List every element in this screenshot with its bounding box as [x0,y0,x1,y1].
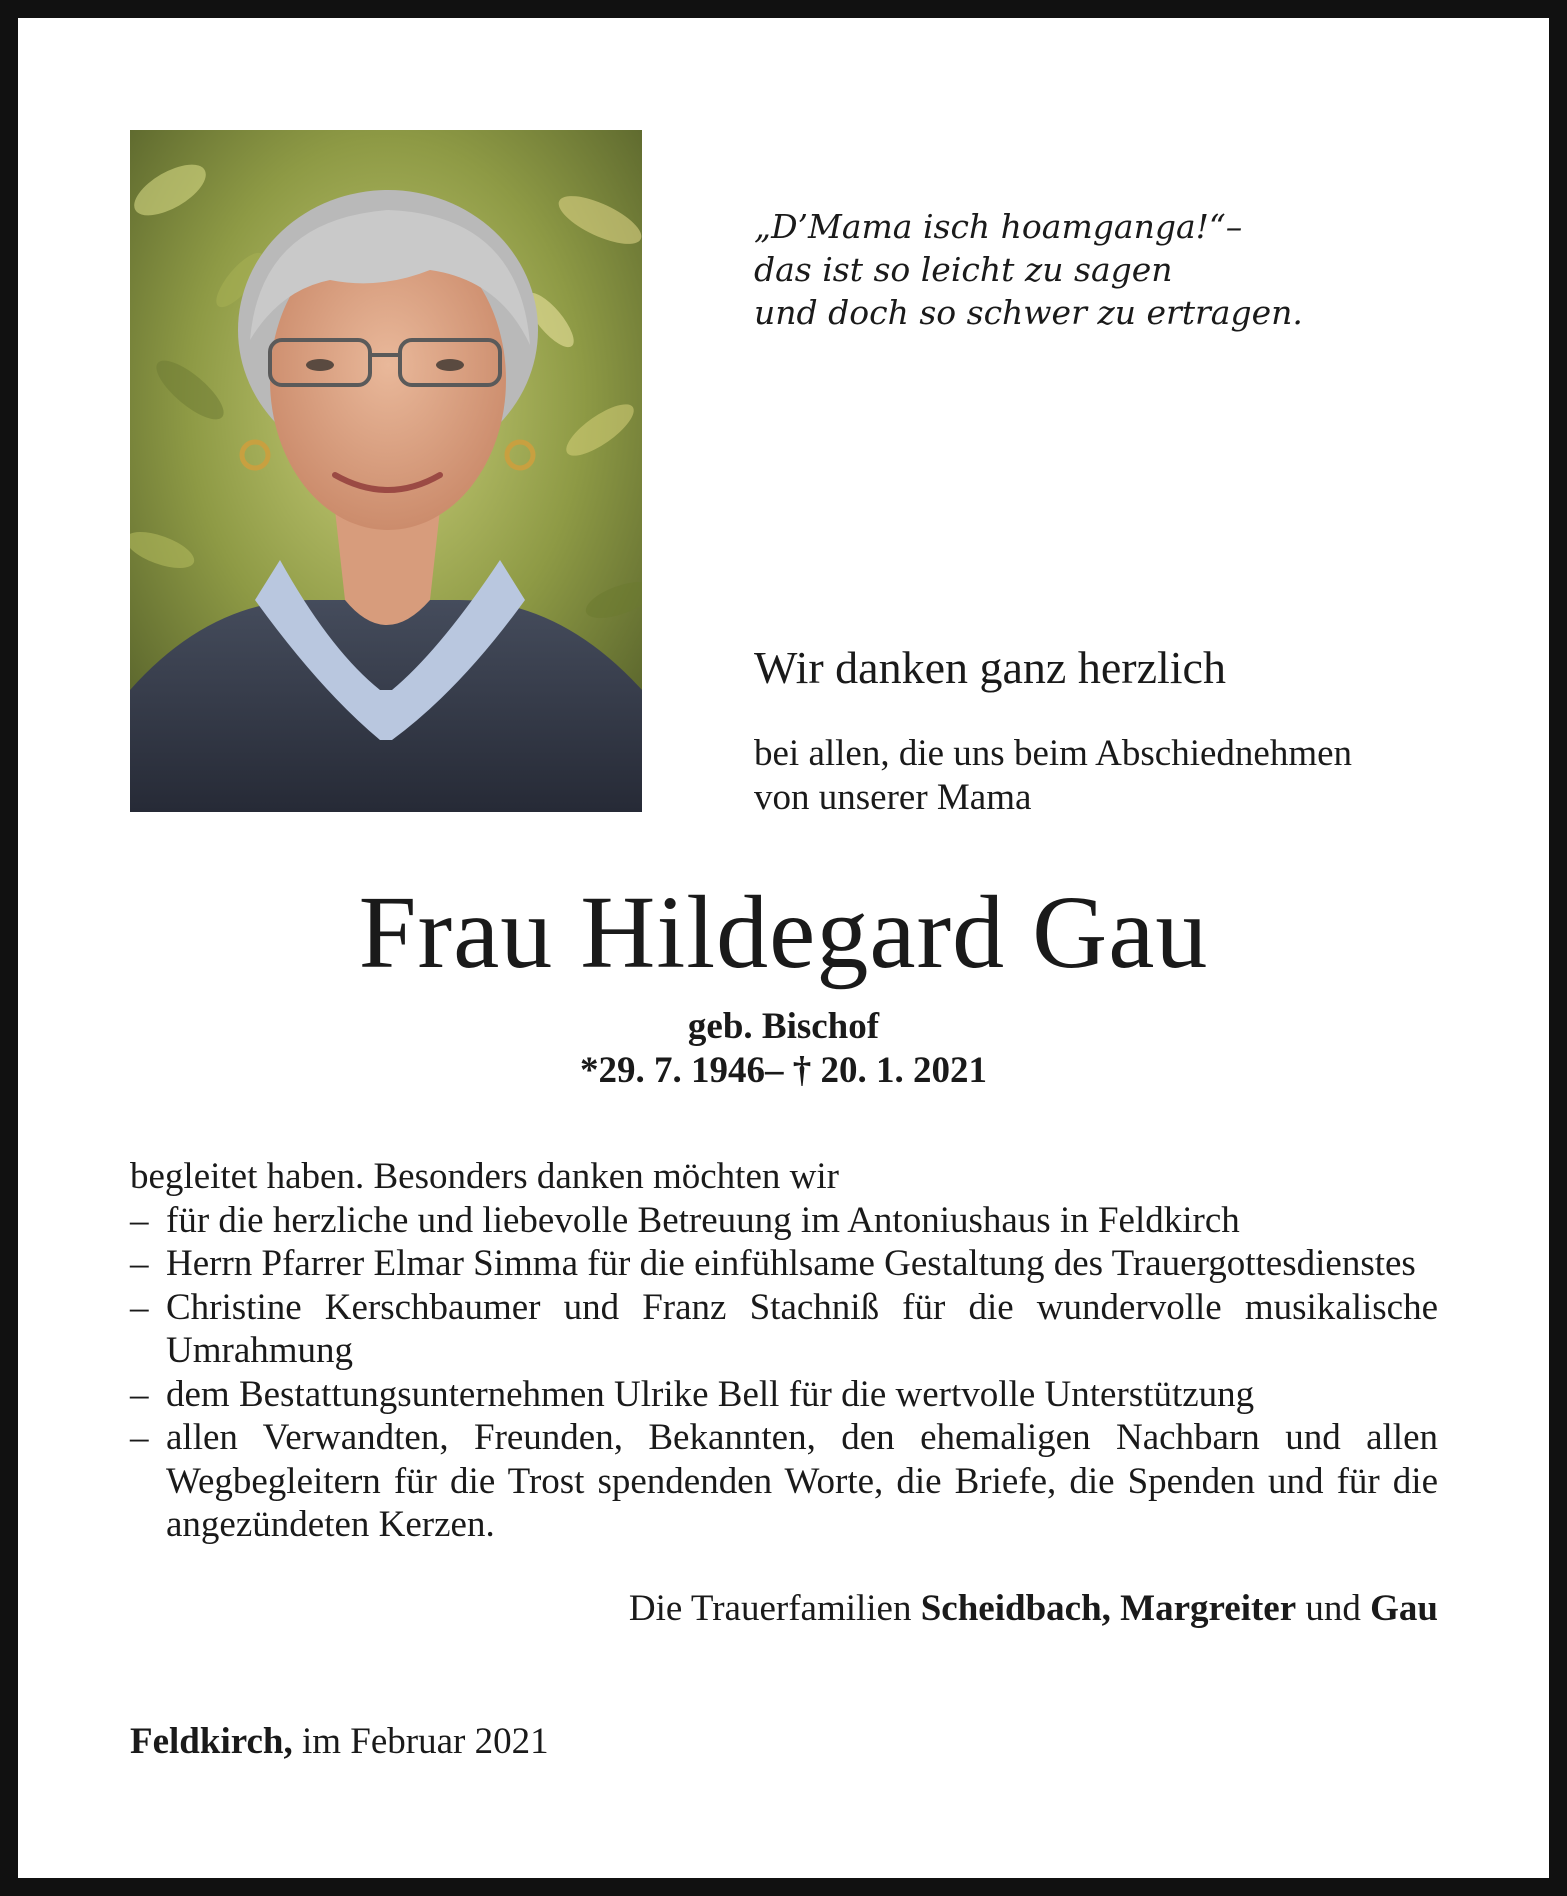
acknowledgement-list [130,1199,1438,1547]
signature-prefix: Die Trauerfamilien [628,1588,912,1629]
list-item-text: allen Verwandten, Freunden, Bekannten, den ehemaligen Nachbarn und allen Wegbegleitern für die Trost spendenden Worte, die Briefe, die Spenden und für die angezündeten Kerzen. [166,1417,1438,1545]
deceased-name: Frau Hildegard Gau [358,875,1209,990]
list-item-text: für die herzliche und liebevolle Betreuung im Antoniushaus in Feldkirch [166,1199,1240,1241]
list-item [130,1286,1438,1373]
place-date [130,1720,549,1764]
family-name: Scheidbach, [920,1588,1111,1629]
dash-bullet: – [130,1243,149,1284]
quote-line: „D’Mama isch hoamganga!“– [754,207,1243,246]
list-item-text: Herrn Pfarrer Elmar Simma für die einfühlsame Gestaltung des Trauergottesdienstes [166,1243,1416,1284]
thanks-line: bei allen, die uns beim Abschiednehmen [754,733,1353,774]
list-item [130,1242,1438,1286]
quote-line: und doch so schwer zu ertragen. [754,293,1303,332]
quote [754,205,1454,334]
list-item [130,1373,1438,1417]
family-name: Gau [1370,1588,1438,1629]
acknowledgement-intro: begleitet haben. Besonders danken möchten wir [130,1156,839,1197]
list-item [130,1416,1438,1547]
acknowledgement-text [130,1155,1438,1547]
place: Feldkirch, [130,1721,293,1762]
signature [629,1587,1438,1631]
family-name: Margreiter [1120,1588,1297,1629]
list-item [130,1199,1438,1243]
quote-line: das ist so leicht zu sagen [754,250,1173,289]
thanks-text [754,732,1454,820]
signature-conjunction: und [1305,1588,1361,1629]
dash-bullet: – [130,1417,149,1458]
dash-bullet: – [130,1199,149,1241]
portrait-illustration [130,130,642,812]
portrait-photo [130,130,642,812]
thanks-line: von unserer Mama [754,777,1032,818]
list-item-text: Christine Kerschbaumer und Franz Stachniß für die wundervolle musikalische Umrahmung [166,1286,1438,1371]
dash-bullet: – [130,1373,149,1415]
list-item-text: dem Bestattungsunternehmen Ulrike Bell für die wertvolle Unterstützung [166,1373,1255,1415]
birth-name: geb. Bischof [687,1006,880,1047]
thanks-heading: Wir danken ganz herzlich [754,642,1226,693]
dash-bullet: – [130,1286,149,1328]
date: im Februar 2021 [302,1721,549,1762]
life-dates: *29. 7. 1946– † 20. 1. 2021 [580,1050,987,1091]
